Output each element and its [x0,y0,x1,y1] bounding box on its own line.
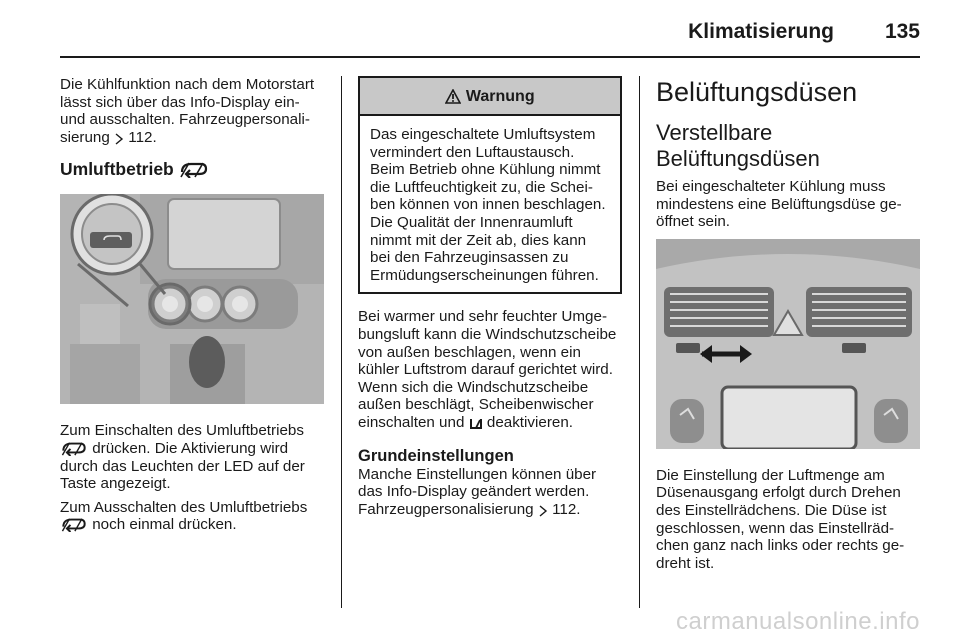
vents-photo [656,239,920,449]
page-header [60,18,920,58]
column-1 [60,76,324,540]
recirculation-icon [179,160,209,178]
heading-vents: Belüftungsdüsen [656,77,858,107]
dashboard-illustration [60,194,324,404]
paragraph-settings: Manche Einstellungen können über das Info-Display geändert werden. Fahrzeugpersonalisierung 112. [358,465,597,518]
paragraph-cooling: Die Kühlfunktion nach dem Motorstart lässt sich über das Info-Display ein- und ausschalten. Fahrzeugpersonalisierung 112. [60,76,315,146]
vents-illustration [656,239,920,449]
watermark: carmanualsonline.info [676,608,920,635]
header-rule [60,56,920,58]
heading-basic-settings: Grundeinstellungen [358,446,514,465]
recirculation-button-photo [60,194,324,404]
column-2 [358,76,622,524]
warning-text: Das eingeschaltete Umluftsystem vermindert den Luftaustausch. Beim Betrieb ohne Kühlung nimmt die Luftfeuchtigkeit zu, die Scheiben können von innen beschlagen. Die Qualität der Innenraumluft nimmt mit der Zeit ab, dies kann bei den Fahrzeuginsassen zu Ermüdungserscheinungen führen. [370,126,606,284]
arrow-reference-icon [114,133,124,145]
warning-box [358,76,622,294]
column-divider-2 [639,76,640,608]
recirculation-icon [60,516,88,532]
column-3 [656,76,920,578]
arrow-reference-icon [538,505,548,517]
page-number: 135 [884,20,920,43]
section-title: Klimatisierung [688,20,834,43]
paragraph-airflow: Die Einstellung der Luftmenge am Düsenausgang erfolgt durch Drehen des Einstellrädchens. Die Düse ist geschlossen, wenn das Einstellrädchen ganz nach links oder rechts gedreht ist. [656,466,905,572]
recirculation-icon [60,440,88,456]
heading-adjustable-vents: Verstellbare Belüftungsdüsen [656,120,820,171]
heading-recirculation: Umluftbetrieb [60,158,324,180]
paragraph-fogging: Bei warmer und sehr feuchter Umgebungsluft kann die Windschutzscheibe von außen beschlagen, wenn ein kühler Luftstrom darauf gerichtet wird. Wenn sich die Windschutzscheibe außen beschlägt, Scheibenwischer einschalten und deaktivieren. [358,308,617,431]
paragraph-disable: Zum Ausschalten des Umluftbetriebs noch einmal drücken. [60,498,308,534]
wiper-icon [469,416,483,430]
warning-triangle-icon [445,89,461,104]
paragraph-cooling-vent: Bei eingeschalteter Kühlung muss mindestens eine Belüftungsdüse geöffnet sein. [656,178,902,231]
paragraph-enable: Zum Einschalten des Umluftbetriebs drücken. Die Aktivierung wird durch das Leuchten der LED auf der Taste angezeigt. [60,422,305,493]
warning-header: Warnung [360,78,620,116]
column-divider-1 [341,76,342,608]
